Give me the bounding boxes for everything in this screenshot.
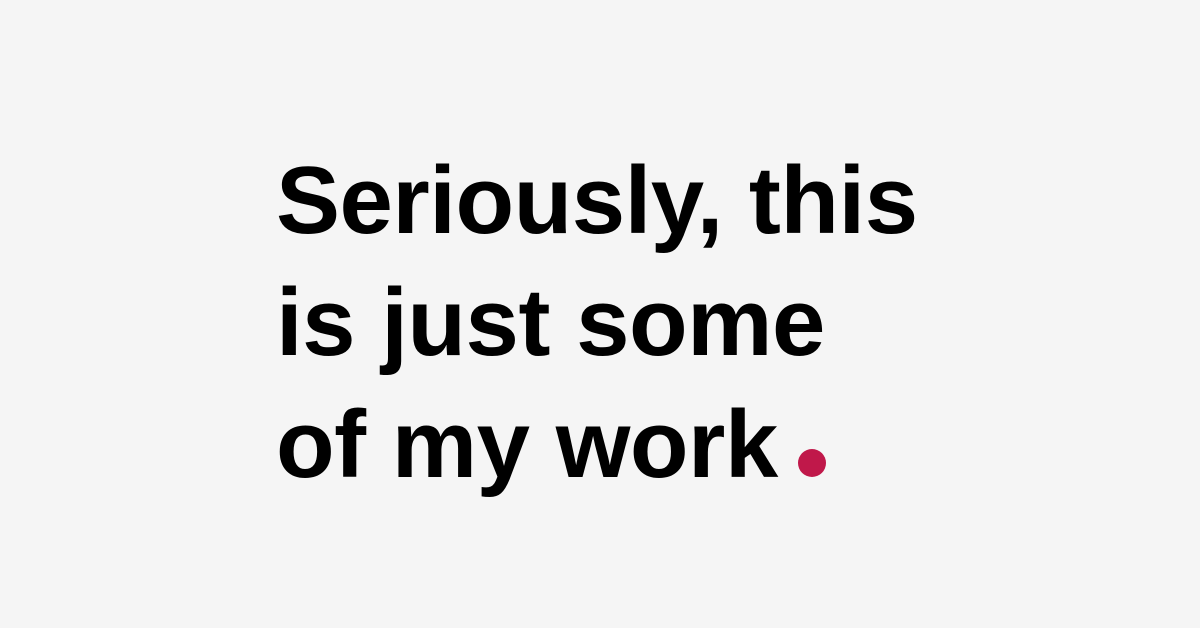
headline-line-3-wrap [276, 384, 918, 506]
dot-icon [798, 449, 826, 477]
headline-line-2: is just some [276, 269, 825, 376]
headline-line-3: of my work [276, 391, 778, 498]
headline [276, 140, 918, 506]
headline-line-1: Seriously, this [276, 147, 918, 254]
